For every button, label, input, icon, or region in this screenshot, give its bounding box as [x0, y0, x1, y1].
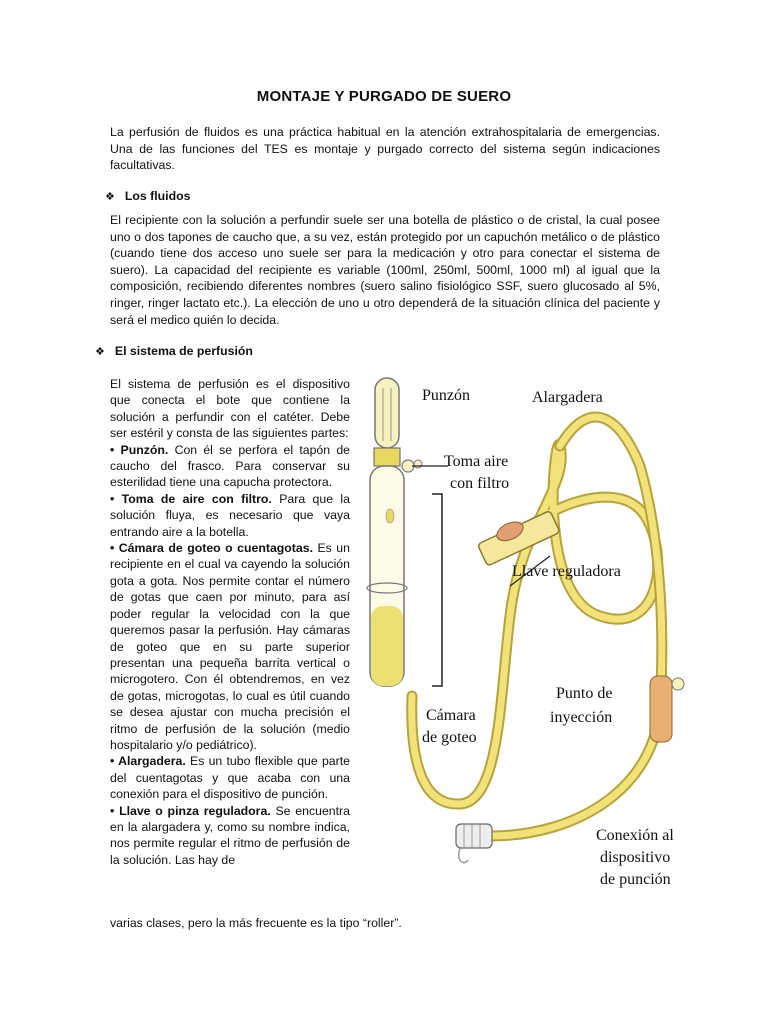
label-toma-aire-1: Toma aire — [444, 453, 509, 470]
section-heading-label: El sistema de perfusión — [114, 344, 253, 358]
item-text: Para que la solución fluya, es necesario que vaya entrando aire a la botella. — [110, 491, 350, 539]
label-camara-1: Cámara — [426, 707, 476, 724]
section-heading-label: Los fluidos — [124, 189, 191, 203]
label-conexion-1: Conexión al — [596, 827, 674, 844]
last-line: varias clases, pero la más frecuente es la tipo “roller”. — [110, 916, 402, 930]
spike-cap — [375, 378, 399, 448]
item-text: Con él se perfora el tapón de caucho del frasco. Para conservar su esterilidad tiene una capucha protectora. — [110, 442, 350, 490]
label-conexion-2: dispositivo — [600, 849, 671, 866]
item-term: • Cámara de goteo o cuentagotas. — [110, 541, 313, 556]
label-punzon: Punzón — [422, 387, 470, 404]
intro-paragraph: La perfusión de fluidos es una práctica habitual en la atención extrahospitalaria de emergencias. Una de las funciones del TES es montaje y purgado correcto del sistema según indicaciones facultativas. — [110, 125, 660, 173]
list-item — [110, 753, 350, 802]
item-text: Es un recipiente en el cual va cayendo la solución gota a gota. Nos permite contar el número de gotas que caen por minuto, para así poder regular la velocidad con la que queremos pasar la perfusión. Hay cámaras de goteo que en su parte superior presentan una pequeña barrita vertical o microgotero. Con él obtendremos, en vez de gotas, microgotas, lo cual es útil cuando se desea ajustar con mucha precisión el ritmo de perfusión de la solución (medio hospitalario y/o pediátrico). — [110, 541, 350, 752]
label-punto-1: Punto de — [556, 685, 613, 702]
infusion-set-illustration — [360, 366, 716, 906]
item-text: Es un tubo flexible que parte del cuentagotas y que acaba con una conexión para el dispositivo de punción. — [110, 754, 350, 802]
item-term: • Toma de aire con filtro. — [110, 491, 272, 506]
diamond-bullet-icon: ❖ — [95, 345, 105, 358]
label-alargadera: Alargadera — [532, 389, 603, 406]
label-camara-2: de goteo — [422, 729, 477, 746]
injection-port — [650, 676, 672, 742]
diamond-bullet-icon: ❖ — [105, 190, 115, 203]
list-item — [110, 540, 350, 753]
item-term: • Alargadera. — [110, 754, 186, 769]
label-toma-aire-2: con filtro — [450, 475, 510, 492]
list-item — [110, 491, 350, 540]
label-llave-reguladora: Llave reguladora — [512, 563, 621, 580]
label-conexion-3: de punción — [600, 871, 671, 888]
section-heading-perfusion — [95, 344, 253, 358]
section-heading-fluidos — [105, 189, 190, 203]
roller-clamp — [475, 505, 560, 566]
item-term: • Punzón. — [110, 442, 169, 457]
infusion-set-svg — [360, 366, 716, 906]
list-item — [110, 442, 350, 491]
label-punto-2: inyección — [550, 709, 613, 726]
luer-connector — [456, 824, 492, 863]
fluidos-paragraph: El recipiente con la solución a perfundir suele ser una botella de plástico o de cristal, la cual posee uno o dos tapones de caucho que, a su vez, están protegido por un capuchón metálico o de plástico (cuando tiene dos acceso uno suele ser para la medicación y otro para conectar el sistema de suero). La capacidad del recipiente es variable (100ml, 250ml, 500ml, 1000 ml) al igual que la composición, recibiendo diferentes nombres (suero salino fisiológico SSF, suero glucosado al 5%, ringer, ringer lactato etc.). La elección de uno u otro dependerá de la situación clínica del paciente y será el medico quién lo decida. — [110, 213, 660, 327]
page-title: MONTAJE Y PURGADO DE SUERO — [256, 88, 512, 105]
item-term: • Llave o pinza reguladora. — [110, 803, 271, 818]
item-text: Se encuentra en la alargadera y, como su nombre indica, nos permite regular el ritmo de perfusión de la solución. Las hay de — [110, 803, 350, 867]
perfusion-intro: El sistema de perfusión es el dispositivo que conecta el bote que contiene la solución a perfundir con el catéter. Debe ser estéril y consta de las siguientes partes: — [110, 377, 350, 441]
perfusion-column — [110, 376, 350, 868]
list-item — [110, 803, 350, 869]
